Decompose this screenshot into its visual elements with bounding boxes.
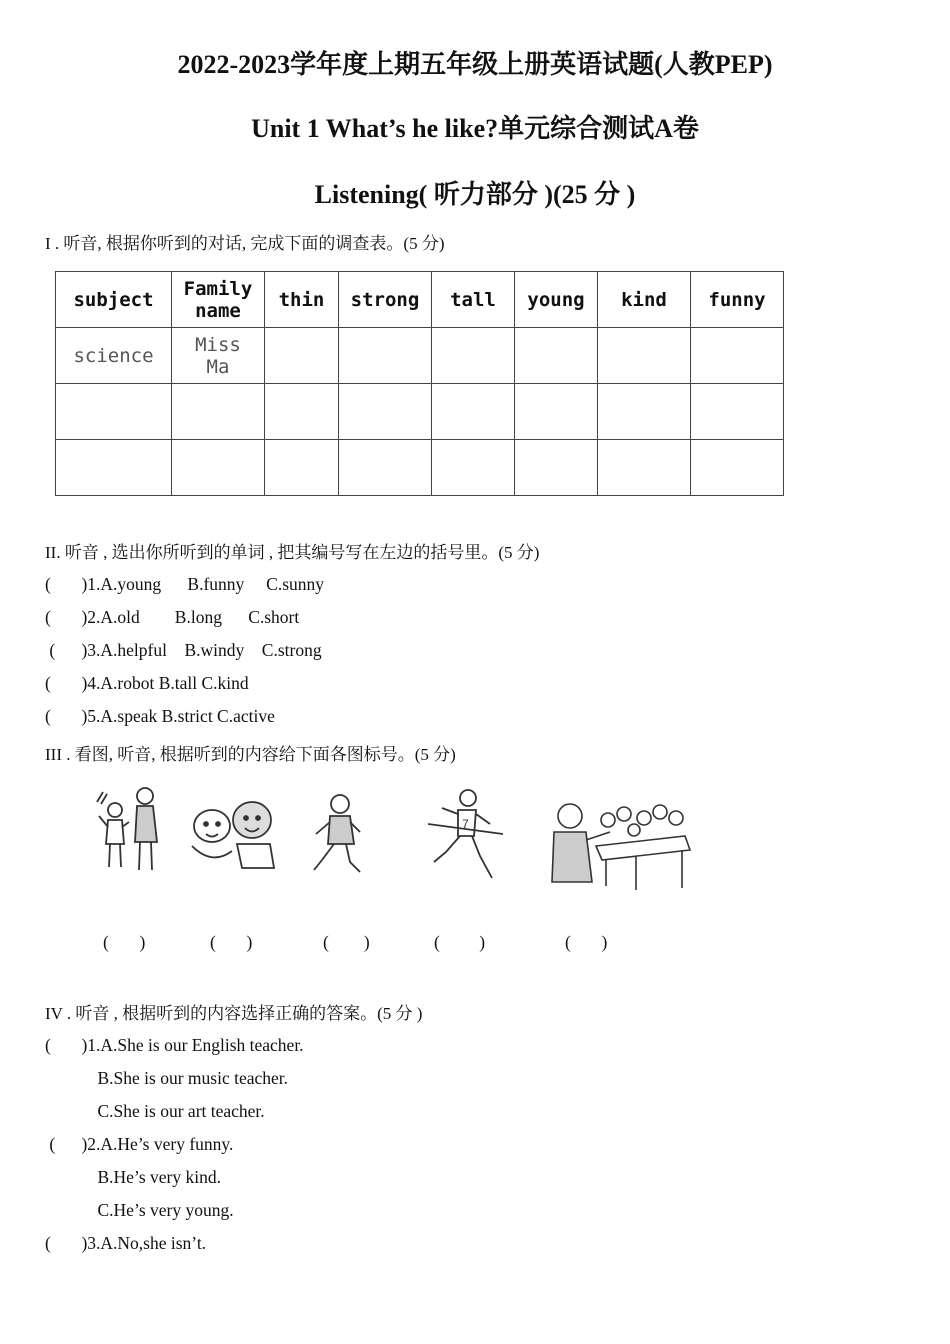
answer-paren[interactable]: ( )	[565, 932, 608, 952]
question-item: ( )2.A.old B.long C.short	[45, 607, 300, 627]
section-title-listening: Listening( 听力部分 )(25 分 )	[314, 180, 636, 209]
page-title: 2022-2023学年度上期五年级上册英语试题(人教PEP)	[177, 50, 773, 79]
table-cell[interactable]	[691, 384, 784, 440]
table-cell[interactable]	[56, 440, 172, 496]
section1-heading: I . 听音, 根据你听到的对话, 完成下面的调查表。(5 分)	[45, 234, 445, 253]
table-row	[56, 384, 784, 440]
table-cell[interactable]	[339, 440, 432, 496]
table-cell[interactable]	[56, 384, 172, 440]
table-cell[interactable]	[515, 440, 598, 496]
table-cell[interactable]	[432, 440, 515, 496]
header-cell: kind	[598, 272, 691, 328]
answer-paren[interactable]: ( )	[103, 932, 146, 952]
table-cell[interactable]	[691, 440, 784, 496]
question-option: B.He’s very kind.	[45, 1167, 221, 1187]
table-cell[interactable]	[432, 384, 515, 440]
running-man-picture	[308, 790, 368, 880]
two-girls-picture	[182, 796, 282, 876]
header-cell: Family name	[172, 272, 265, 328]
table-cell[interactable]	[172, 384, 265, 440]
runner-athlete-picture	[428, 784, 503, 889]
header-cell: subject	[56, 272, 172, 328]
header-cell: strong	[339, 272, 432, 328]
question-item: ( )2.A.He’s very funny.	[45, 1134, 234, 1154]
table-cell: Miss Ma	[172, 328, 265, 384]
header-cell: funny	[691, 272, 784, 328]
table-cell: science	[56, 328, 172, 384]
question-item: ( )4.A.robot B.tall C.kind	[45, 673, 249, 693]
svg-text:7: 7	[462, 817, 469, 831]
table-cell[interactable]	[339, 384, 432, 440]
answer-paren[interactable]: ( )	[323, 932, 370, 952]
teacher-and-class-picture	[550, 796, 695, 896]
question-option: B.She is our music teacher.	[45, 1068, 289, 1088]
question-item: ( )3.A.No,she isn’t.	[45, 1233, 207, 1253]
header-cell: thin	[265, 272, 339, 328]
header-cell: young	[515, 272, 598, 328]
section3-heading: III . 看图, 听音, 根据听到的内容给下面各图标号。(5 分)	[45, 745, 456, 764]
table-row	[56, 440, 784, 496]
question-option: C.She is our art teacher.	[45, 1101, 265, 1121]
table-cell[interactable]	[265, 384, 339, 440]
question-item: ( )1.A.She is our English teacher.	[45, 1035, 304, 1055]
table-cell[interactable]	[691, 328, 784, 384]
table-cell[interactable]	[598, 440, 691, 496]
table-row	[56, 328, 784, 384]
question-item: ( )3.A.helpful B.windy C.strong	[45, 640, 322, 660]
table-cell[interactable]	[339, 328, 432, 384]
table-cell[interactable]	[265, 440, 339, 496]
header-cell: tall	[432, 272, 515, 328]
table-header-row	[56, 272, 784, 328]
survey-table	[55, 271, 784, 496]
answer-paren[interactable]: ( )	[434, 932, 486, 952]
page-subtitle: Unit 1 What’s he like?单元综合测试A卷	[251, 114, 699, 143]
table-cell[interactable]	[515, 384, 598, 440]
table-cell[interactable]	[598, 328, 691, 384]
answer-paren[interactable]: ( )	[210, 932, 253, 952]
table-cell[interactable]	[432, 328, 515, 384]
boy-and-teacher-picture	[95, 782, 165, 877]
question-item: ( )5.A.speak B.strict C.active	[45, 706, 275, 726]
table-cell[interactable]	[265, 328, 339, 384]
section2-heading: II. 听音 , 选出你所听到的单词 , 把其编号写在左边的括号里。(5 分)	[45, 543, 540, 562]
question-item: ( )1.A.young B.funny C.sunny	[45, 574, 325, 594]
table-cell[interactable]	[172, 440, 265, 496]
table-cell[interactable]	[598, 384, 691, 440]
table-cell[interactable]	[515, 328, 598, 384]
section4-heading: IV . 听音 , 根据听到的内容选择正确的答案。(5 分 )	[45, 1004, 423, 1023]
question-option: C.He’s very young.	[45, 1200, 234, 1220]
